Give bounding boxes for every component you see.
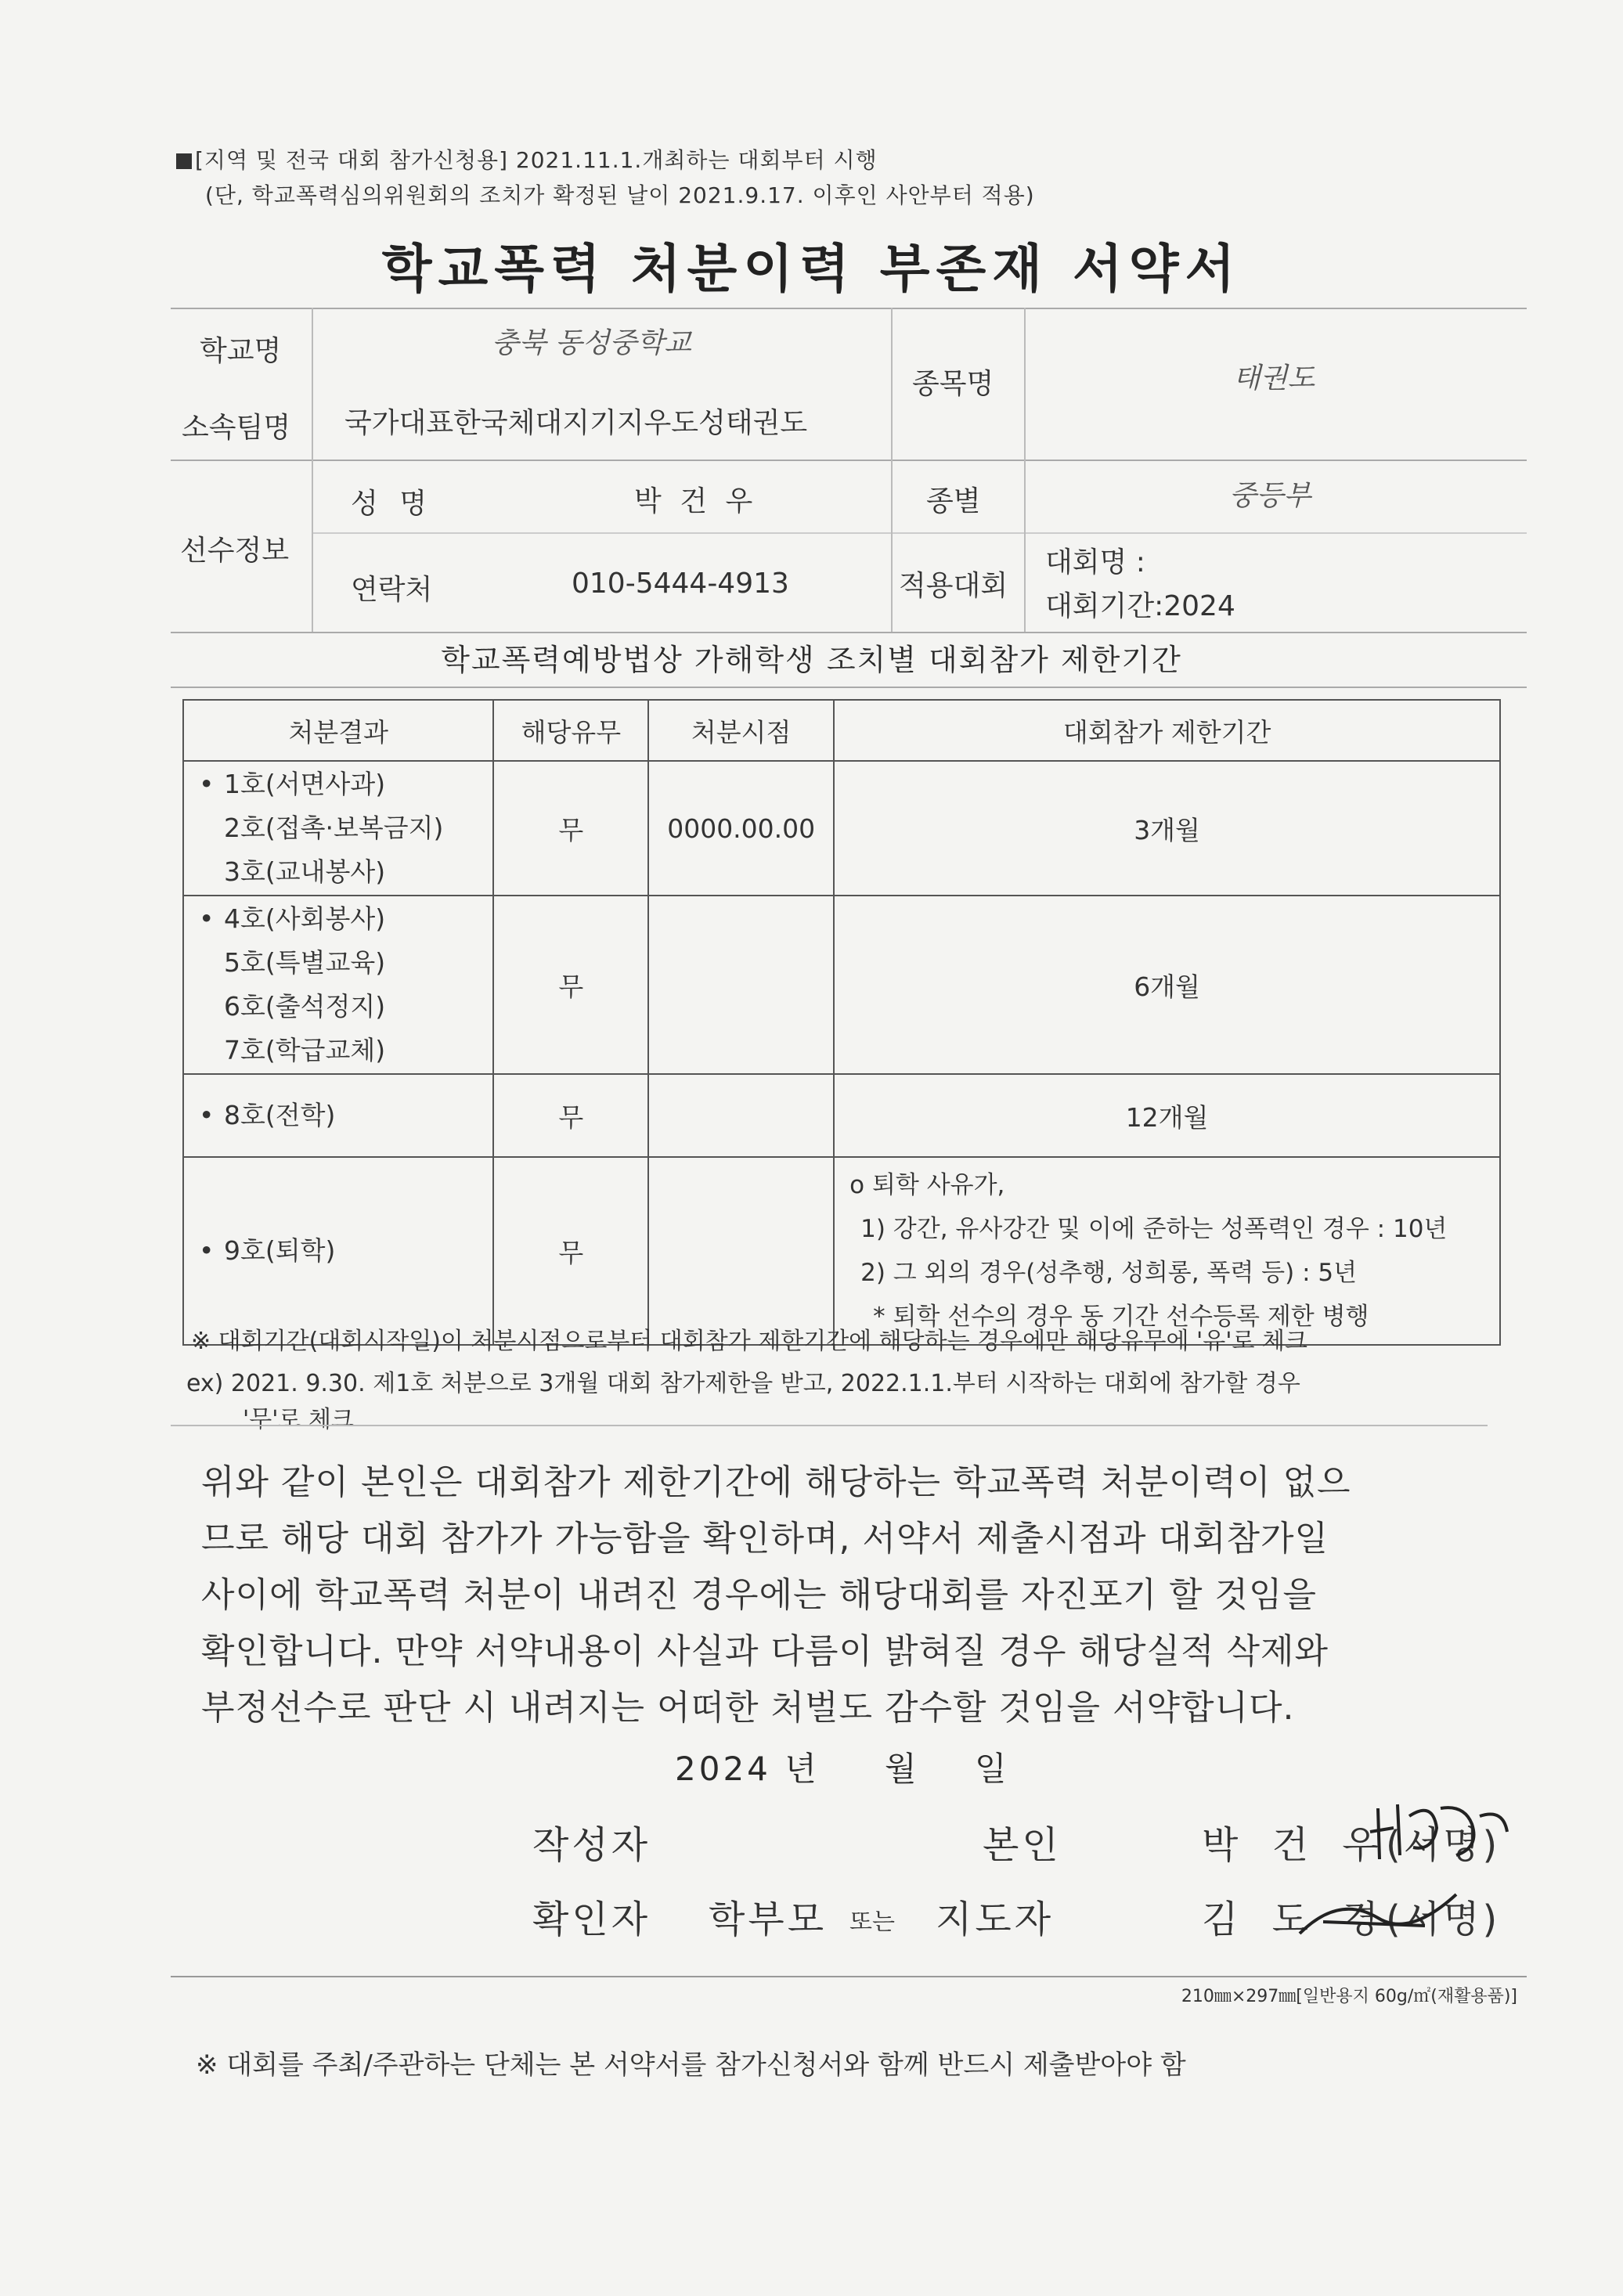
school-value: 충북 동성중학교	[492, 327, 691, 359]
time-cell	[648, 896, 834, 1074]
result-cell	[183, 896, 493, 1074]
division-label: 종별	[926, 485, 981, 517]
divider	[171, 632, 1527, 633]
divider	[171, 1976, 1527, 1977]
event-label: 종목명	[912, 368, 994, 400]
divider	[313, 532, 1527, 534]
table-row	[183, 896, 1500, 1074]
writer-signature-image	[1362, 1785, 1519, 1871]
name-label: 성 명	[351, 488, 433, 520]
contact-value: 010-5444-4913	[572, 568, 789, 600]
divider	[312, 308, 313, 632]
table-header-row	[183, 700, 1500, 761]
limit-cell: 12개월	[834, 1074, 1500, 1157]
pledge-line: 확인합니다. 만약 서약내용이 사실과 다름이 밝혀질 경우 해당실적 삭제와	[201, 1631, 1329, 1671]
pledge-line: 사이에 학교폭력 처분이 내려진 경우에는 해당대회를 자진포기 할 것임을	[201, 1575, 1318, 1615]
parent-label: 학부모	[709, 1898, 828, 1941]
note-2: ex) 2021. 9.30. 제1호 처분으로 3개월 대회 참가제한을 받고, 2022.1.1.부터 시작하는 대회에 참가할 경우	[186, 1370, 1300, 1397]
date-day: 일	[975, 1750, 1010, 1788]
limit-cell: 6개월	[834, 896, 1500, 1074]
applicable-cell: 무	[493, 896, 648, 1074]
paper-spec: 210㎜×297㎜[일반용지 60g/㎡(재활용품)]	[1181, 1987, 1517, 2006]
bullet-icon: •	[199, 1235, 215, 1266]
document-title: 학교폭력 처분이력 부존재 서약서	[381, 239, 1242, 299]
pledge-line: 부정선수로 판단 시 내려지는 어떠한 처벌도 감수할 것임을 서약합니다.	[201, 1688, 1295, 1728]
school-label: 학교명	[200, 335, 282, 367]
event-value: 태권도	[1233, 362, 1315, 395]
header-result: 처분결과	[183, 700, 493, 761]
pledge-text	[201, 1454, 1501, 1736]
confirmer-signature-image	[1292, 1879, 1472, 1949]
time-cell	[648, 1157, 834, 1345]
time-cell	[648, 1074, 834, 1157]
header-applicable: 해당유무	[493, 700, 648, 761]
writer-sign-label: (서명)	[1386, 1823, 1501, 1867]
list-item: • 8호(전학)	[185, 1094, 492, 1137]
notice-line-2: (단, 학교폭력심의위원회의 조치가 확정된 날이 2021.9.17. 이후인 사안부터 적용)	[205, 182, 1035, 208]
divider	[171, 460, 1527, 461]
divider	[171, 308, 1527, 309]
applicable-cell: 무	[493, 1074, 648, 1157]
header-time: 처분시점	[648, 700, 834, 761]
time-cell: 0000.00.00	[648, 761, 834, 896]
note-1: ※ 대회기간(대회시작일)이 처분시점으로부터 대회참가 제한기간에 해당하는 경우에만 해당유무에 '유'로 체크	[191, 1328, 1307, 1355]
applicable-cell: 무	[493, 761, 648, 896]
confirmer-label: 확인자	[532, 1898, 651, 1941]
name-value: 박 건 우	[634, 485, 758, 517]
list-item: 5호(특별교육)	[224, 947, 386, 978]
writer-label: 작성자	[532, 1823, 651, 1867]
contest-name-label: 대회명 :	[1045, 546, 1145, 579]
divider	[891, 308, 893, 632]
square-bullet-icon	[176, 153, 192, 169]
divider	[1024, 308, 1026, 632]
self-label: 본인	[983, 1823, 1062, 1867]
table-row	[183, 1157, 1500, 1345]
limit-cell	[834, 1157, 1500, 1345]
team-label: 소속팀명	[182, 412, 291, 444]
footer-notice: ※ 대회를 주최/주관하는 단체는 본 서약서를 참가신청서와 함께 반드시 제출받아야 함	[196, 2049, 1186, 2081]
contest-period-label: 대회기간:2024	[1045, 590, 1235, 622]
confirmer-name: 김 도 경	[1202, 1898, 1390, 1941]
limit-cell: 3개월	[834, 761, 1500, 896]
applied-contest-label: 적용대회	[899, 570, 1008, 602]
divider	[171, 687, 1527, 688]
restriction-subtitle: 학교폭력예방법상 가해학생 조치별 대회참가 제한기간	[441, 643, 1182, 677]
list-item: 3호(교내봉사)	[224, 856, 386, 887]
contact-label: 연락처	[351, 574, 433, 606]
pledge-line: 위와 같이 본인은 대회참가 제한기간에 해당하는 학교폭력 처분이력이 없으	[201, 1462, 1351, 1502]
list-item: • 1호(서면사과)	[185, 762, 492, 806]
bullet-icon: •	[199, 769, 215, 799]
note-3: '무'로 체크	[243, 1406, 354, 1433]
applicable-cell: 무	[493, 1157, 648, 1345]
writer-name: 박 건 우	[1202, 1823, 1390, 1867]
bullet-icon: •	[199, 1100, 215, 1130]
player-info-label: 선수정보	[180, 535, 290, 567]
division-value: 중등부	[1229, 480, 1311, 512]
notice-line-1	[176, 143, 878, 175]
date-year: 2024 년	[675, 1750, 820, 1788]
or-label: 또는	[849, 1909, 895, 1936]
table-row	[183, 761, 1500, 896]
result-cell	[183, 761, 493, 896]
coach-label: 지도자	[936, 1898, 1055, 1941]
team-value: 국가대표한국체대지기지우도성태권도	[344, 407, 808, 439]
list-item: 2호(접촉·보복금지)	[224, 813, 444, 843]
restriction-table	[182, 699, 1501, 1346]
list-item: • 4호(사회봉사)	[185, 897, 492, 941]
bullet-icon: •	[199, 903, 215, 934]
list-item: 7호(학급교체)	[224, 1035, 386, 1065]
table-row	[183, 1074, 1500, 1157]
limit-detail: o 퇴학 사유가, 1) 강간, 유사강간 및 이에 준하는 성폭력인 경우 : 10년 2) 그 외의 경우(성추행, 성희롱, 폭력 등) : 5년 * 퇴학 선수의 경우 동 기간 선수등록 제한 병행	[849, 1171, 1448, 1331]
pledge-line: 므로 해당 대회 참가가 가능함을 확인하며, 서약서 제출시점과 대회참가일	[201, 1519, 1329, 1559]
list-item: 6호(출석정지)	[224, 991, 386, 1022]
divider	[171, 1425, 1488, 1426]
list-item: • 9호(퇴학)	[185, 1229, 492, 1273]
confirmer-sign-label: (서명)	[1386, 1898, 1501, 1941]
notice-text-1: [지역 및 전국 대회 참가신청용] 2021.11.1.개최하는 대회부터 시행	[195, 147, 878, 173]
header-limit: 대회참가 제한기간	[834, 700, 1500, 761]
result-cell	[183, 1157, 493, 1345]
date-month: 월	[885, 1750, 920, 1788]
result-cell	[183, 1074, 493, 1157]
